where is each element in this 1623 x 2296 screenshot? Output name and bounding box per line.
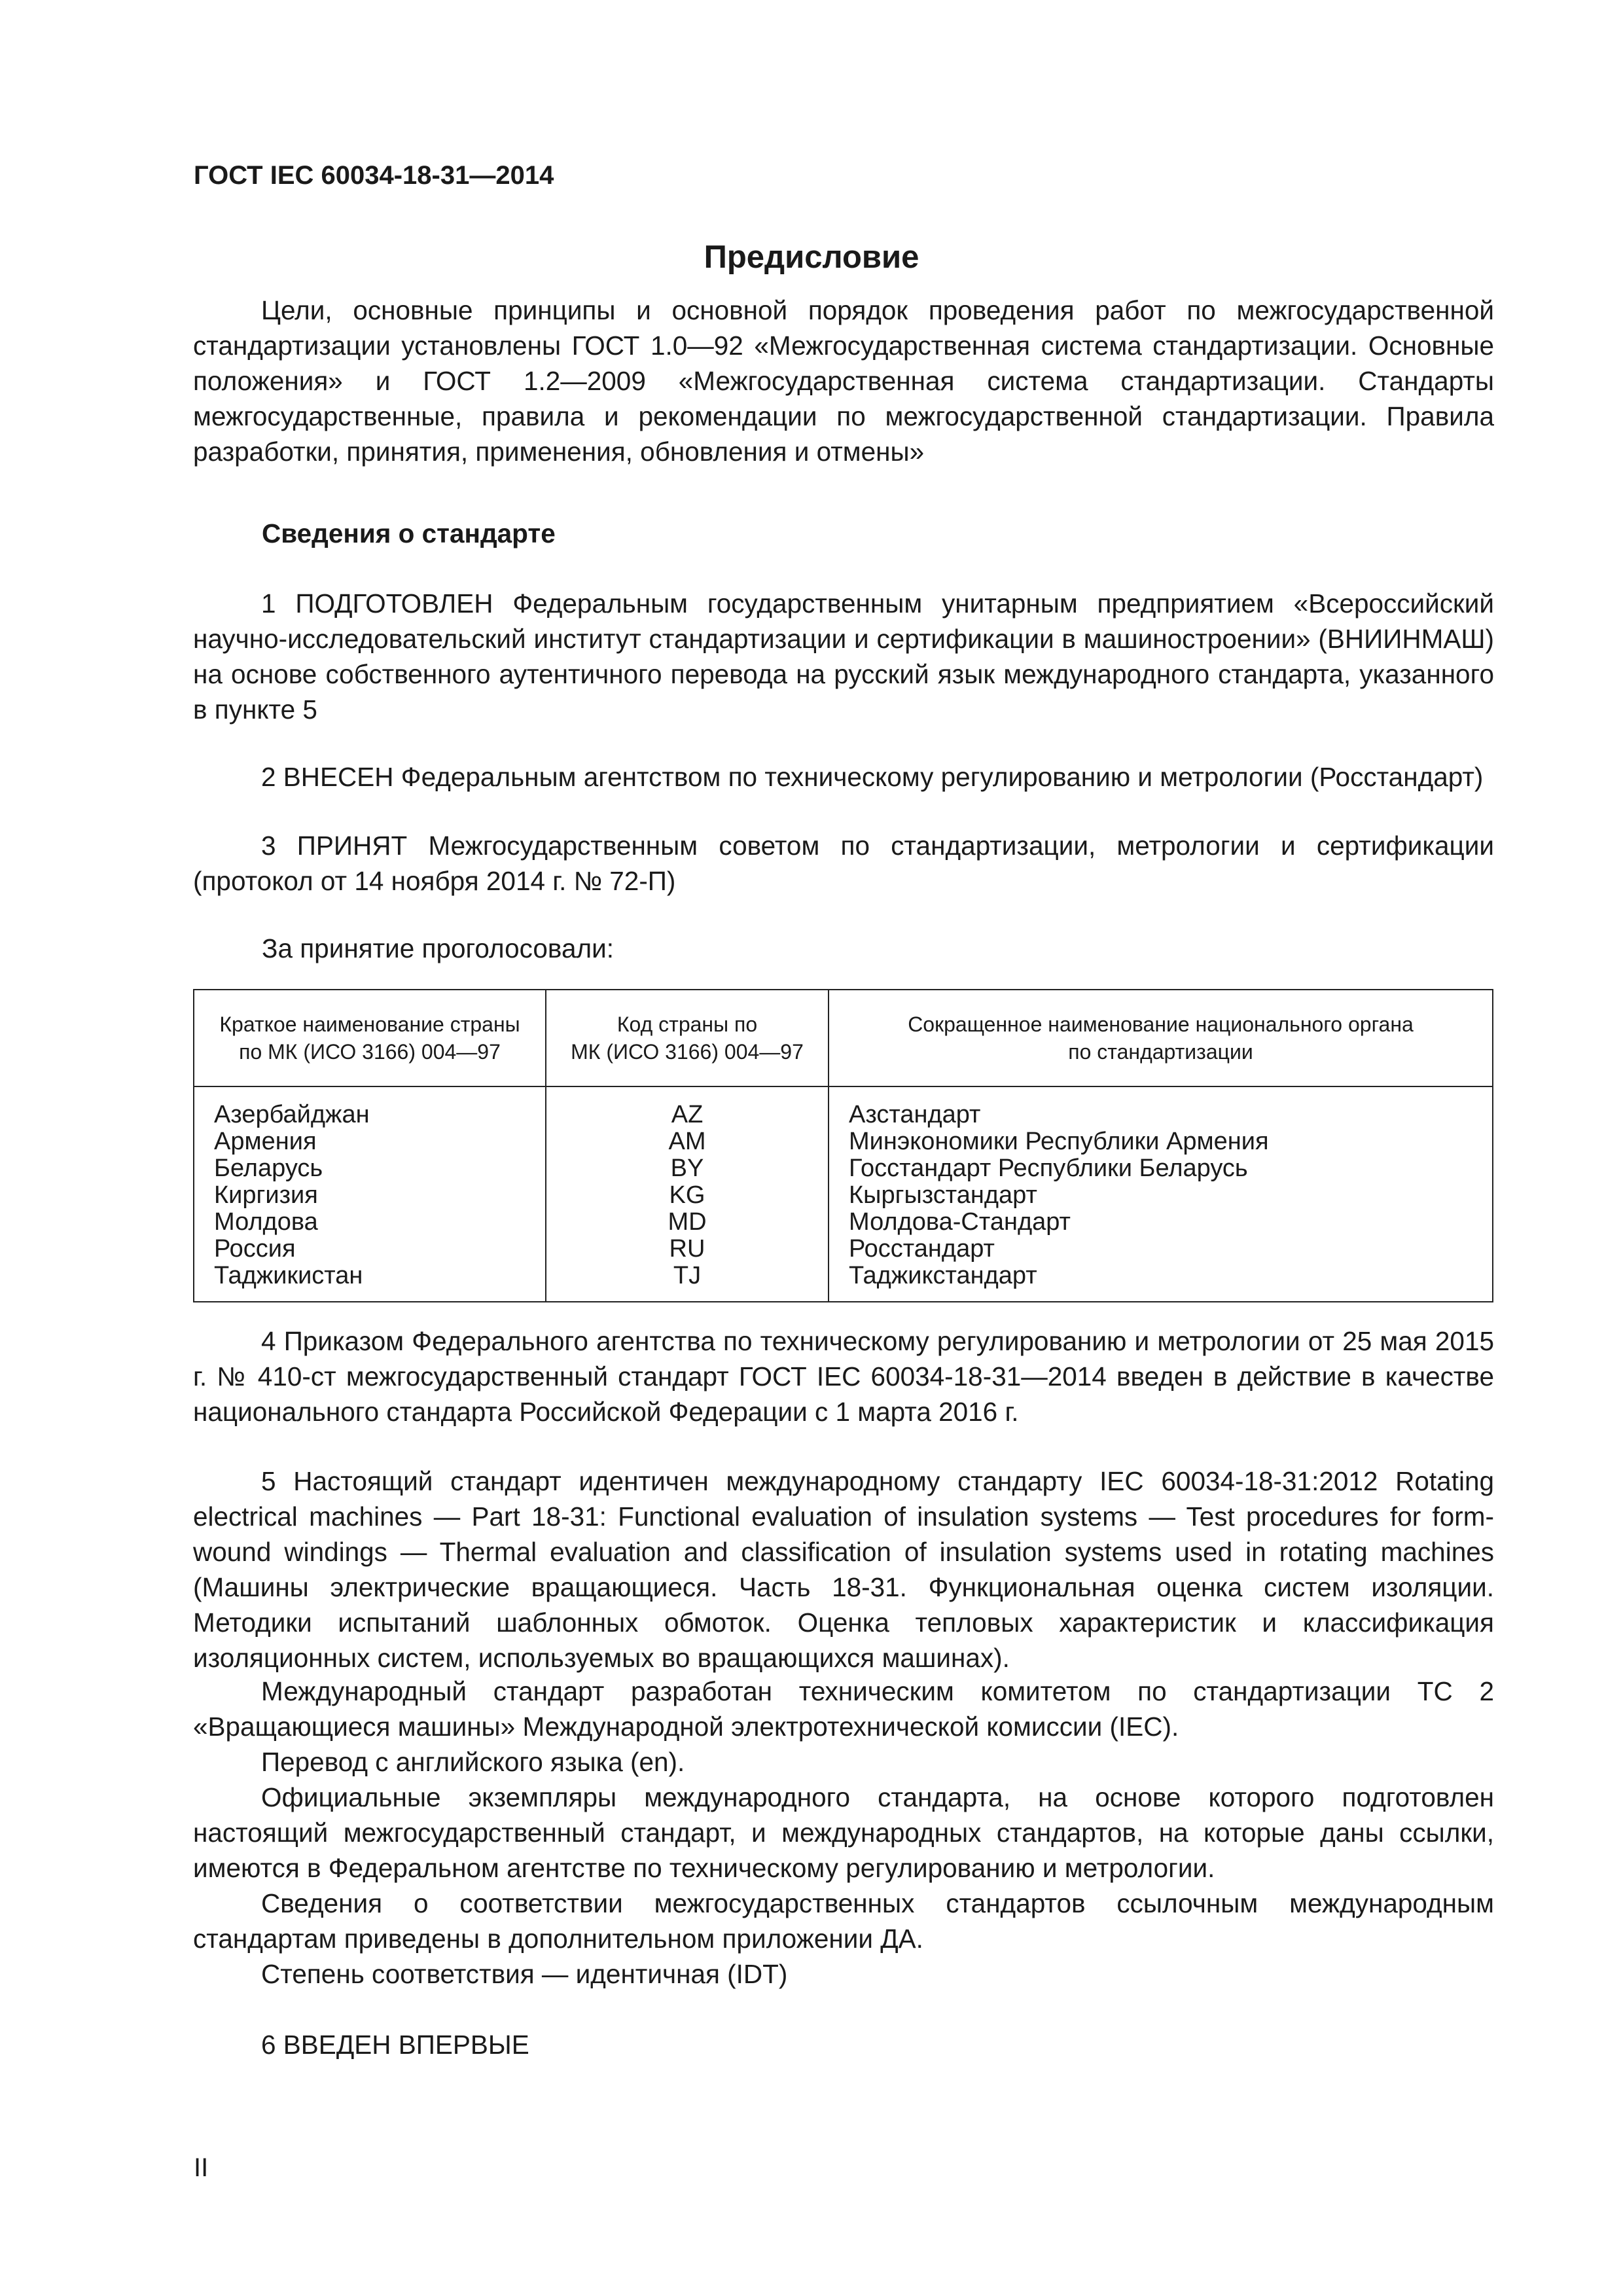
header-code-line2: МК (ИСО 3166) 004—97 [571,1040,804,1064]
cell-code: AZ [546,1086,829,1128]
page-number: II [194,2153,209,2182]
header-code [546,990,829,1086]
item-5-developer-paragraph: Международный стандарт разработан техническим комитетом по стандартизации ТС 2 «Вращающиеся машины» Международной электротехнической комиссии (IEC). [193,1676,1494,1742]
page-title: Предисловие [704,240,919,275]
item-3-paragraph: 3 ПРИНЯТ Межгосударственным советом по стандартизации, метрологии и сертификации (протокол от 14 ноября 2014 г. № 72-П) [193,831,1494,896]
header-body [829,990,1493,1086]
table-row [194,1086,1493,1128]
section-heading: Сведения о стандарте [262,518,556,548]
header-country-line1: Краткое наименование страны [219,1013,520,1036]
header-country-line2: по МК (ИСО 3166) 004—97 [239,1040,501,1064]
cell-country: Беларусь [194,1155,546,1182]
item-2-paragraph: 2 ВНЕСЕН Федеральным агентством по техническому регулированию и метрологии (Росстандарт) [261,762,1484,792]
table-row [194,1263,1493,1302]
cell-country: Молдова [194,1209,546,1236]
item-1-paragraph: 1 ПОДГОТОВЛЕН Федеральным государственным унитарным предприятием «Всероссийский научно-исследовательский институт стандартизации и сертификации в машиностроении» (ВНИИНМАШ) на основе собственного аутентичного перевода на русский язык международного стандарта, указанного в пункте 5 [193,588,1494,725]
item-5-compliance-paragraph: Сведения о соответствии межгосударственных стандартов ссылочным международным стандартам приведены в дополнительном приложении ДА. [193,1888,1494,1954]
cell-country: Россия [194,1236,546,1263]
item-5-copies-paragraph: Официальные экземпляры международного стандарта, на основе которого подготовлен настоящий межгосударственный стандарт, и международных стандартов, на которые даны ссылки, имеются в Федеральном агентстве по техническому регулированию и метрологии. [193,1782,1494,1883]
cell-code: TJ [546,1263,829,1302]
cell-body: Росстандарт [829,1236,1493,1263]
cell-code: KG [546,1182,829,1209]
cell-country: Киргизия [194,1182,546,1209]
header-body-line2: по стандартизации [1068,1040,1253,1064]
cell-code: BY [546,1155,829,1182]
item-5-degree-paragraph: Степень соответствия — идентичная (IDT) [261,1959,788,1989]
cell-code: MD [546,1209,829,1236]
header-code-line1: Код страны по [616,1013,758,1036]
item-4-paragraph: 4 Приказом Федерального агентства по техническому регулированию и метрологии от 25 мая 2015 г. № 410-ст межгосударственный стандарт ГОСТ IEC 60034-18-31—2014 введен в действие в качестве национального стандарта Российской Федерации с 1 марта 2016 г. [193,1326,1494,1427]
table-header-row [194,990,1493,1086]
table-row [194,1155,1493,1182]
cell-body: Госстандарт Республики Беларусь [829,1155,1493,1182]
item-5-translation-paragraph: Перевод с английского языка (en). [261,1747,685,1777]
header-body-line1: Сокращенное наименование национального органа [908,1013,1414,1036]
cell-body: Таджикстандарт [829,1263,1493,1302]
cell-country: Азербайджан [194,1086,546,1128]
cell-code: AM [546,1128,829,1155]
item-6-paragraph: 6 ВВЕДЕН ВПЕРВЫЕ [261,2030,529,2060]
table-row [194,1128,1493,1155]
cell-body: Кыргызстандарт [829,1182,1493,1209]
cell-body: Молдова-Стандарт [829,1209,1493,1236]
table-row [194,1236,1493,1263]
document-code-header: ГОСТ IEC 60034-18-31—2014 [194,161,554,190]
header-country [194,990,546,1086]
cell-country: Армения [194,1128,546,1155]
table-row [194,1209,1493,1236]
table-row [194,1182,1493,1209]
cell-body: Азстандарт [829,1086,1493,1128]
cell-country: Таджикистан [194,1263,546,1302]
vote-intro: За принятие проголосовали: [262,933,614,963]
intro-paragraph: Цели, основные принципы и основной порядок проведения работ по межгосударственной стандартизации установлены ГОСТ 1.0—92 «Межгосударственная система стандартизации. Основные положения» и ГОСТ 1.2—2009 «Межгосударственная система стандартизации. Стандарты межгосударственные, правила и рекомендации по межгосударственной стандартизации. Правила разработки, принятия, применения, обновления и отмены» [193,295,1494,467]
voting-table [193,989,1493,1302]
cell-code: RU [546,1236,829,1263]
item-5-paragraph: 5 Настоящий стандарт идентичен международному стандарту IEC 60034-18-31:2012 Rotating electrical machines — Part 18-31: Functional evaluation of insulation systems — Test procedures for form-wound windings — Thermal evaluation and classification of insulation systems used in rotating machines (Машины электрические вращающиеся. Часть 18-31. Функциональная оценка систем изоляции. Методики испытаний шаблонных обмоток. Оценка тепловых характеристик и классификация изоляционных систем, используемых во вращающихся машинах). [193,1466,1494,1673]
cell-body: Минэкономики Республики Армения [829,1128,1493,1155]
